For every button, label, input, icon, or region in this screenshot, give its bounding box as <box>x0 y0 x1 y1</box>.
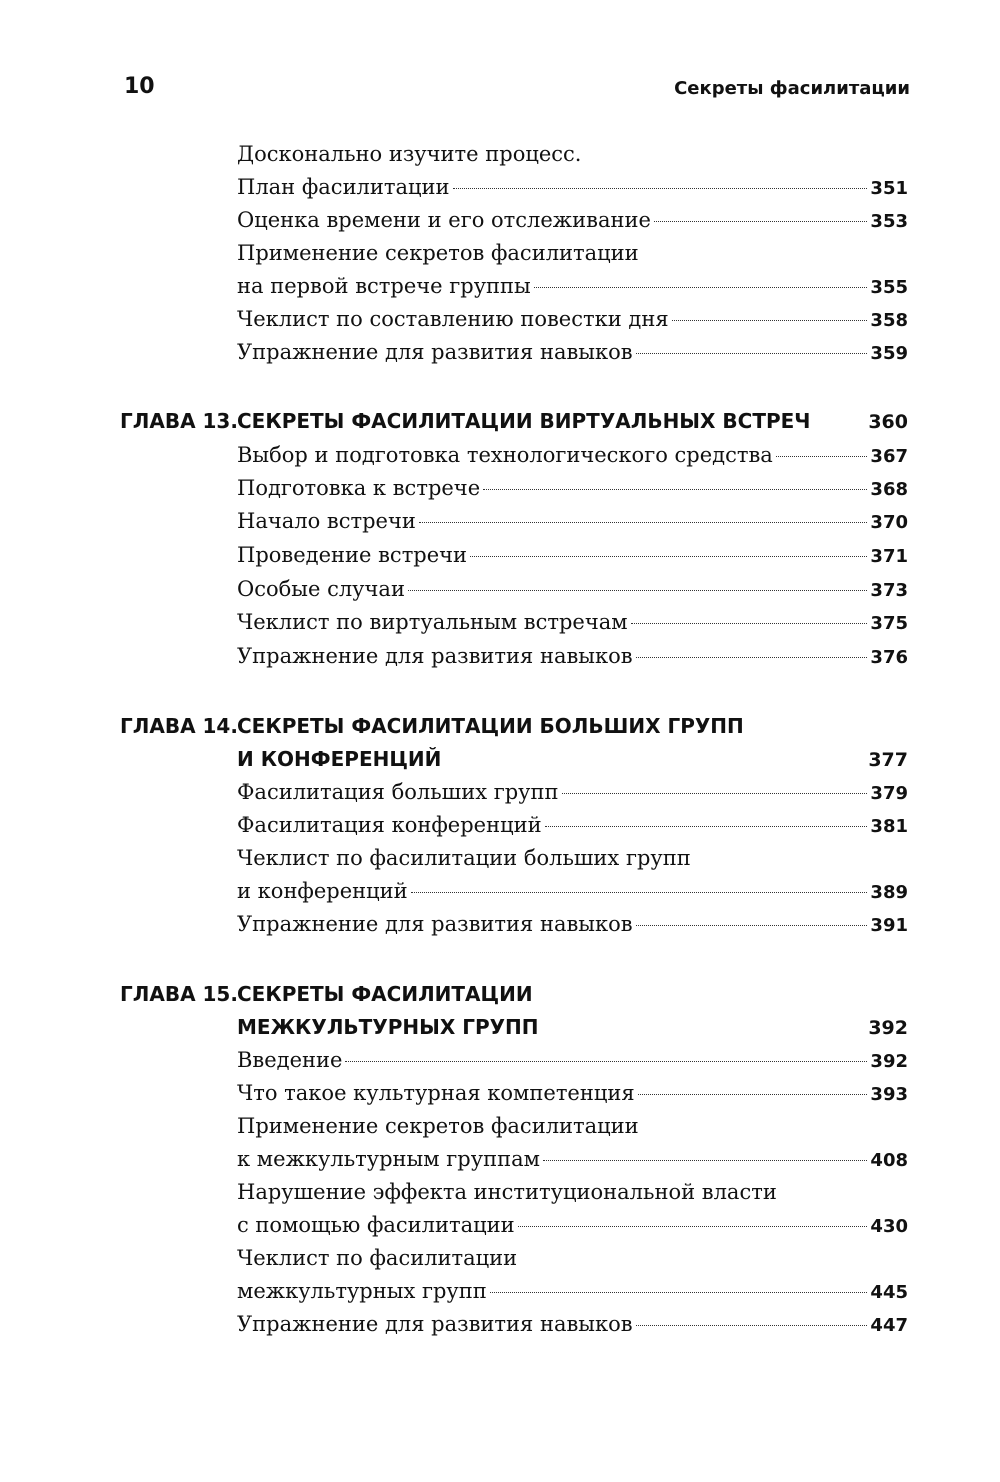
dot-leader <box>545 826 868 827</box>
dot-leader <box>470 556 867 557</box>
toc-line <box>237 137 908 171</box>
toc-entry-title: Особые случаи <box>237 577 405 601</box>
toc-entry-page: 373 <box>870 580 908 601</box>
toc-entry <box>237 874 908 908</box>
running-title: Секреты фасилитации <box>674 78 910 99</box>
toc-entry <box>237 335 908 369</box>
toc-entry-title: на первой встрече группы <box>237 274 531 298</box>
toc-entry <box>237 538 908 572</box>
toc-entry-page: 392 <box>870 1051 908 1072</box>
toc-entry-title: Что такое культурная компетенция <box>237 1081 635 1105</box>
toc-entry-title: Выбор и подготовка технологического средства <box>237 443 773 467</box>
toc-entry-title: Чеклист по виртуальным встречам <box>237 610 628 634</box>
toc-entry <box>237 572 908 606</box>
dot-leader <box>534 287 868 288</box>
toc-entry <box>237 775 908 809</box>
toc-entry <box>237 302 908 336</box>
toc-entry <box>237 1208 908 1242</box>
toc-entry <box>237 170 908 204</box>
toc-entry-title: Проведение встречи <box>237 543 468 567</box>
toc-entry <box>237 605 908 639</box>
chapter-page: 392 <box>868 1017 908 1039</box>
dot-leader <box>411 892 868 893</box>
chapter-title: СЕКРЕТЫ ФАСИЛИТАЦИИ БОЛЬШИХ ГРУПП <box>237 714 744 738</box>
toc-entry-page: 368 <box>870 479 908 500</box>
toc-entry-title: и конференций <box>237 879 408 903</box>
toc-entry-title: Упражнение для развития навыков <box>237 644 633 668</box>
dot-leader <box>636 925 868 926</box>
toc-entry <box>237 639 908 673</box>
toc-entry-title: Применение секретов фасилитации <box>237 241 639 265</box>
toc-entry-page: 371 <box>870 546 908 567</box>
toc-line <box>237 1175 908 1209</box>
dot-leader <box>672 320 868 321</box>
toc-entry <box>237 504 908 538</box>
chapter-title: СЕКРЕТЫ ФАСИЛИТАЦИИ ВИРТУАЛЬНЫХ ВСТРЕЧ <box>237 409 811 433</box>
toc-line <box>237 841 908 875</box>
dot-leader <box>345 1061 867 1062</box>
chapter-heading-continued <box>237 1010 908 1044</box>
chapter-heading <box>120 404 908 438</box>
toc-entry-title: Досконально изучите процесс. <box>237 142 582 166</box>
toc-entry-title: с помощью фасилитации <box>237 1213 515 1237</box>
toc-entry <box>237 1274 908 1308</box>
toc-entry-title: межкультурных групп <box>237 1279 487 1303</box>
chapter-label: ГЛАВА 13. <box>120 409 238 433</box>
toc-entry-title: Введение <box>237 1048 343 1072</box>
toc-entry <box>237 203 908 237</box>
toc-entry <box>237 907 908 941</box>
toc-entry-page: 393 <box>870 1084 908 1105</box>
toc-entry-page: 359 <box>870 343 908 364</box>
toc-entry-page: 375 <box>870 613 908 634</box>
chapter-label: ГЛАВА 14. <box>120 714 238 738</box>
toc-entry-title: Чеклист по фасилитации <box>237 1246 518 1270</box>
chapter-heading <box>120 709 908 743</box>
page-number: 10 <box>124 74 155 99</box>
dot-leader <box>518 1226 868 1227</box>
toc-entry-page: 370 <box>870 512 908 533</box>
toc-entry-title: Упражнение для развития навыков <box>237 912 633 936</box>
dot-leader <box>483 489 867 490</box>
toc-entry-title: Фасилитация конференций <box>237 813 542 837</box>
toc-entry-title: Чеклист по фасилитации больших групп <box>237 846 691 870</box>
toc-entry-title: Упражнение для развития навыков <box>237 1312 633 1336</box>
dot-leader <box>490 1292 868 1293</box>
toc-entry-page: 391 <box>870 915 908 936</box>
toc-entry <box>237 1076 908 1110</box>
dot-leader <box>654 221 868 222</box>
dot-leader <box>638 1094 868 1095</box>
toc-entry-page: 353 <box>870 211 908 232</box>
chapter-title: СЕКРЕТЫ ФАСИЛИТАЦИИ <box>237 982 533 1006</box>
chapter-page: 360 <box>868 411 908 433</box>
toc-entry <box>237 1043 908 1077</box>
toc-entry <box>237 808 908 842</box>
chapter-page: 377 <box>868 749 908 771</box>
toc-entry-title: План фасилитации <box>237 175 450 199</box>
toc-entry-title: к межкультурным группам <box>237 1147 540 1171</box>
toc-entry-page: 358 <box>870 310 908 331</box>
toc-entry <box>237 471 908 505</box>
toc-entry-page: 430 <box>870 1216 908 1237</box>
toc-entry-page: 447 <box>870 1315 908 1336</box>
toc-entry-title: Подготовка к встрече <box>237 476 481 500</box>
toc-line <box>237 1241 908 1275</box>
dot-leader <box>453 188 868 189</box>
dot-leader <box>419 522 868 523</box>
toc-entry-page: 351 <box>870 178 908 199</box>
toc-entry <box>237 269 908 303</box>
toc-entry-title: Упражнение для развития навыков <box>237 340 633 364</box>
chapter-heading <box>120 977 908 1011</box>
toc-entry-page: 381 <box>870 816 908 837</box>
dot-leader <box>636 353 868 354</box>
toc-entry-page: 379 <box>870 783 908 804</box>
dot-leader <box>562 793 868 794</box>
toc-entry-page: 445 <box>870 1282 908 1303</box>
toc-line <box>237 236 908 270</box>
toc-entry-title: Оценка времени и его отслеживание <box>237 208 651 232</box>
dot-leader <box>543 1160 868 1161</box>
toc-line <box>237 1109 908 1143</box>
toc-entry <box>237 1142 908 1176</box>
toc-entry-page: 367 <box>870 446 908 467</box>
toc-entry-title: Фасилитация больших групп <box>237 780 559 804</box>
toc-entry-page: 389 <box>870 882 908 903</box>
chapter-label: ГЛАВА 15. <box>120 982 238 1006</box>
toc-entry-page: 355 <box>870 277 908 298</box>
chapter-title-continued: И КОНФЕРЕНЦИЙ <box>237 747 442 771</box>
dot-leader <box>636 657 868 658</box>
dot-leader <box>631 623 868 624</box>
dot-leader <box>408 590 867 591</box>
dot-leader <box>636 1325 868 1326</box>
toc-entry <box>237 1307 908 1341</box>
toc-entry-title: Чеклист по составлению повестки дня <box>237 307 669 331</box>
toc-entry-title: Начало встречи <box>237 509 416 533</box>
dot-leader <box>776 456 868 457</box>
toc-entry-title: Нарушение эффекта институциональной власти <box>237 1180 777 1204</box>
chapter-heading-continued <box>237 742 908 776</box>
toc-entry-page: 376 <box>870 647 908 668</box>
toc-entry-page: 408 <box>870 1150 908 1171</box>
toc-entry <box>237 438 908 472</box>
toc-entry-title: Применение секретов фасилитации <box>237 1114 639 1138</box>
chapter-title-continued: МЕЖКУЛЬТУРНЫХ ГРУПП <box>237 1015 539 1039</box>
